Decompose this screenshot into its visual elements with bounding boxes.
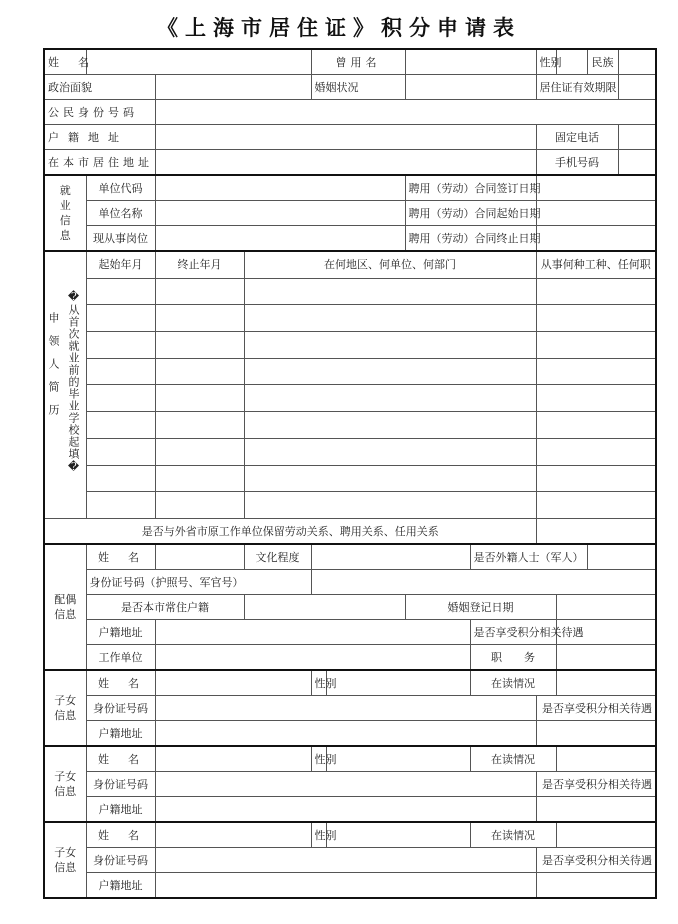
label-contract-end-date: 聘用（劳动）合同终止日期 (405, 226, 536, 252)
field-position[interactable] (155, 226, 405, 252)
resume-section-label (44, 251, 86, 519)
field-child-gender[interactable] (326, 670, 470, 696)
field-former-name[interactable] (405, 49, 536, 75)
field-mobile[interactable] (618, 150, 656, 176)
label-spouse-foreign: 是否外籍人士（军人） (470, 544, 587, 570)
field-child-points-benefit[interactable] (536, 797, 656, 823)
field-child-name[interactable] (155, 670, 311, 696)
label-hukou-address: 户籍地址 (44, 125, 155, 150)
field-permit-validity[interactable] (618, 75, 656, 100)
label-spouse-employer: 工作单位 (86, 645, 155, 671)
field-spouse-name[interactable] (155, 544, 244, 570)
field-spouse-post[interactable] (556, 645, 656, 671)
field-child-points-benefit[interactable] (536, 721, 656, 747)
label-marital-status: 婚姻状况 (311, 75, 405, 100)
label-child-points-benefit: 是否享受积分相关待遇 (536, 848, 656, 873)
field-child-id[interactable] (155, 772, 536, 797)
label-child-school: 在读情况 (470, 822, 556, 848)
label-child-school: 在读情况 (470, 746, 556, 772)
field-contract-sign-date[interactable] (536, 175, 656, 201)
label-child-points-benefit: 是否享受积分相关待遇 (536, 772, 656, 797)
field-child-gender[interactable] (326, 822, 470, 848)
field-child-id[interactable] (155, 696, 536, 721)
label-spouse-name: 姓 名 (86, 544, 155, 570)
resume-row (44, 358, 656, 385)
resume-row (44, 465, 656, 492)
field-child-name[interactable] (155, 746, 311, 772)
label-child-name: 姓 名 (86, 822, 155, 848)
label-spouse-points-benefit: 是否享受积分相关待遇 (470, 620, 556, 645)
resume-title: 申领人简历 (47, 312, 60, 427)
resume-row (44, 438, 656, 465)
label-mobile: 手机号码 (536, 150, 618, 176)
field-retain-relation[interactable] (536, 519, 656, 545)
label-retain-relation: 是否与外省市原工作单位保留劳动关系、聘用关系、任用关系 (44, 519, 536, 545)
field-contract-end-date[interactable] (536, 226, 656, 252)
field-landline[interactable] (618, 125, 656, 150)
field-child-id[interactable] (155, 848, 536, 873)
col-start-date: 起始年月 (86, 251, 155, 278)
col-job: 从事何种工种、任何职 (536, 251, 656, 278)
spouse-section-label: 配偶信息 (44, 544, 86, 670)
child-section-label-3: 子女信息 (44, 822, 86, 898)
label-unit-name: 单位名称 (86, 201, 155, 226)
label-child-name: 姓 名 (86, 670, 155, 696)
label-child-points-benefit: 是否享受积分相关待遇 (536, 696, 656, 721)
label-contract-start-date: 聘用（劳动）合同起始日期 (405, 201, 536, 226)
label-spouse-education: 文化程度 (244, 544, 311, 570)
label-contract-sign-date: 聘用（劳动）合同签订日期 (405, 175, 536, 201)
field-contract-start-date[interactable] (536, 201, 656, 226)
field-child-hukou-address[interactable] (155, 721, 536, 747)
employment-section-label: 就业信息 (44, 175, 86, 251)
field-child-gender[interactable] (326, 746, 470, 772)
field-id-number[interactable] (155, 100, 656, 125)
label-unit-code: 单位代码 (86, 175, 155, 201)
col-end-date: 终止年月 (155, 251, 244, 278)
resume-note: �从首次就业前的毕业学校起填� (67, 290, 80, 474)
label-name: 姓 名 (44, 49, 86, 75)
col-place: 在何地区、何单位、何部门 (244, 251, 536, 278)
label-landline: 固定电话 (536, 125, 618, 150)
label-child-id: 身份证号码 (86, 848, 155, 873)
field-spouse-id[interactable] (311, 570, 656, 595)
field-ethnicity[interactable] (618, 49, 656, 75)
label-id-number: 公民身份号码 (44, 100, 155, 125)
resume-row (44, 412, 656, 439)
application-form-table (43, 48, 657, 899)
field-unit-name[interactable] (155, 201, 405, 226)
label-child-gender: 性别 (311, 746, 326, 772)
field-spouse-marriage-date[interactable] (556, 595, 656, 620)
field-child-name[interactable] (155, 822, 311, 848)
form-title: 《上海市居住证》积分申请表 (157, 15, 521, 40)
label-spouse-id: 身份证号码（护照号、军官号） (86, 570, 311, 595)
field-child-school[interactable] (556, 822, 656, 848)
field-political-status[interactable] (155, 75, 311, 100)
label-child-name: 姓 名 (86, 746, 155, 772)
field-local-address[interactable] (155, 150, 536, 176)
resume-row (44, 278, 656, 305)
field-spouse-foreign[interactable] (587, 544, 656, 570)
field-spouse-education[interactable] (311, 544, 470, 570)
label-position: 现从事岗位 (86, 226, 155, 252)
label-child-hukou-address: 户籍地址 (86, 797, 155, 823)
label-child-school: 在读情况 (470, 670, 556, 696)
label-permit-validity: 居住证有效期限 (536, 75, 618, 100)
child-section-label-1: 子女信息 (44, 670, 86, 746)
child-section-label-2: 子女信息 (44, 746, 86, 822)
resume-row (44, 492, 656, 519)
label-spouse-local-hukou: 是否本市常住户籍 (86, 595, 244, 620)
field-unit-code[interactable] (155, 175, 405, 201)
field-child-school[interactable] (556, 746, 656, 772)
label-child-id: 身份证号码 (86, 772, 155, 797)
field-spouse-employer[interactable] (155, 645, 470, 671)
label-child-hukou-address: 户籍地址 (86, 873, 155, 899)
label-child-gender: 性别 (311, 822, 326, 848)
field-child-school[interactable] (556, 670, 656, 696)
label-ethnicity: 民族 (587, 49, 618, 75)
field-child-hukou-address[interactable] (155, 797, 536, 823)
resume-row (44, 305, 656, 332)
field-marital-status[interactable] (405, 75, 536, 100)
field-spouse-local-hukou[interactable] (244, 595, 405, 620)
label-child-id: 身份证号码 (86, 696, 155, 721)
field-child-points-benefit[interactable] (536, 873, 656, 899)
label-political-status: 政治面貌 (44, 75, 155, 100)
field-child-hukou-address[interactable] (155, 873, 536, 899)
resume-row (44, 332, 656, 359)
field-spouse-hukou-address[interactable] (155, 620, 470, 645)
field-hukou-address[interactable] (155, 125, 536, 150)
field-name[interactable] (86, 49, 311, 75)
label-child-hukou-address: 户籍地址 (86, 721, 155, 747)
resume-row (44, 385, 656, 412)
label-child-gender: 性别 (311, 670, 326, 696)
label-spouse-post: 职 务 (470, 645, 556, 671)
label-local-address: 在本市居住地址 (44, 150, 155, 176)
label-gender: 性别 (536, 49, 556, 75)
label-former-name: 曾用名 (311, 49, 405, 75)
label-spouse-marriage-date: 婚姻登记日期 (405, 595, 556, 620)
label-spouse-hukou-address: 户籍地址 (86, 620, 155, 645)
